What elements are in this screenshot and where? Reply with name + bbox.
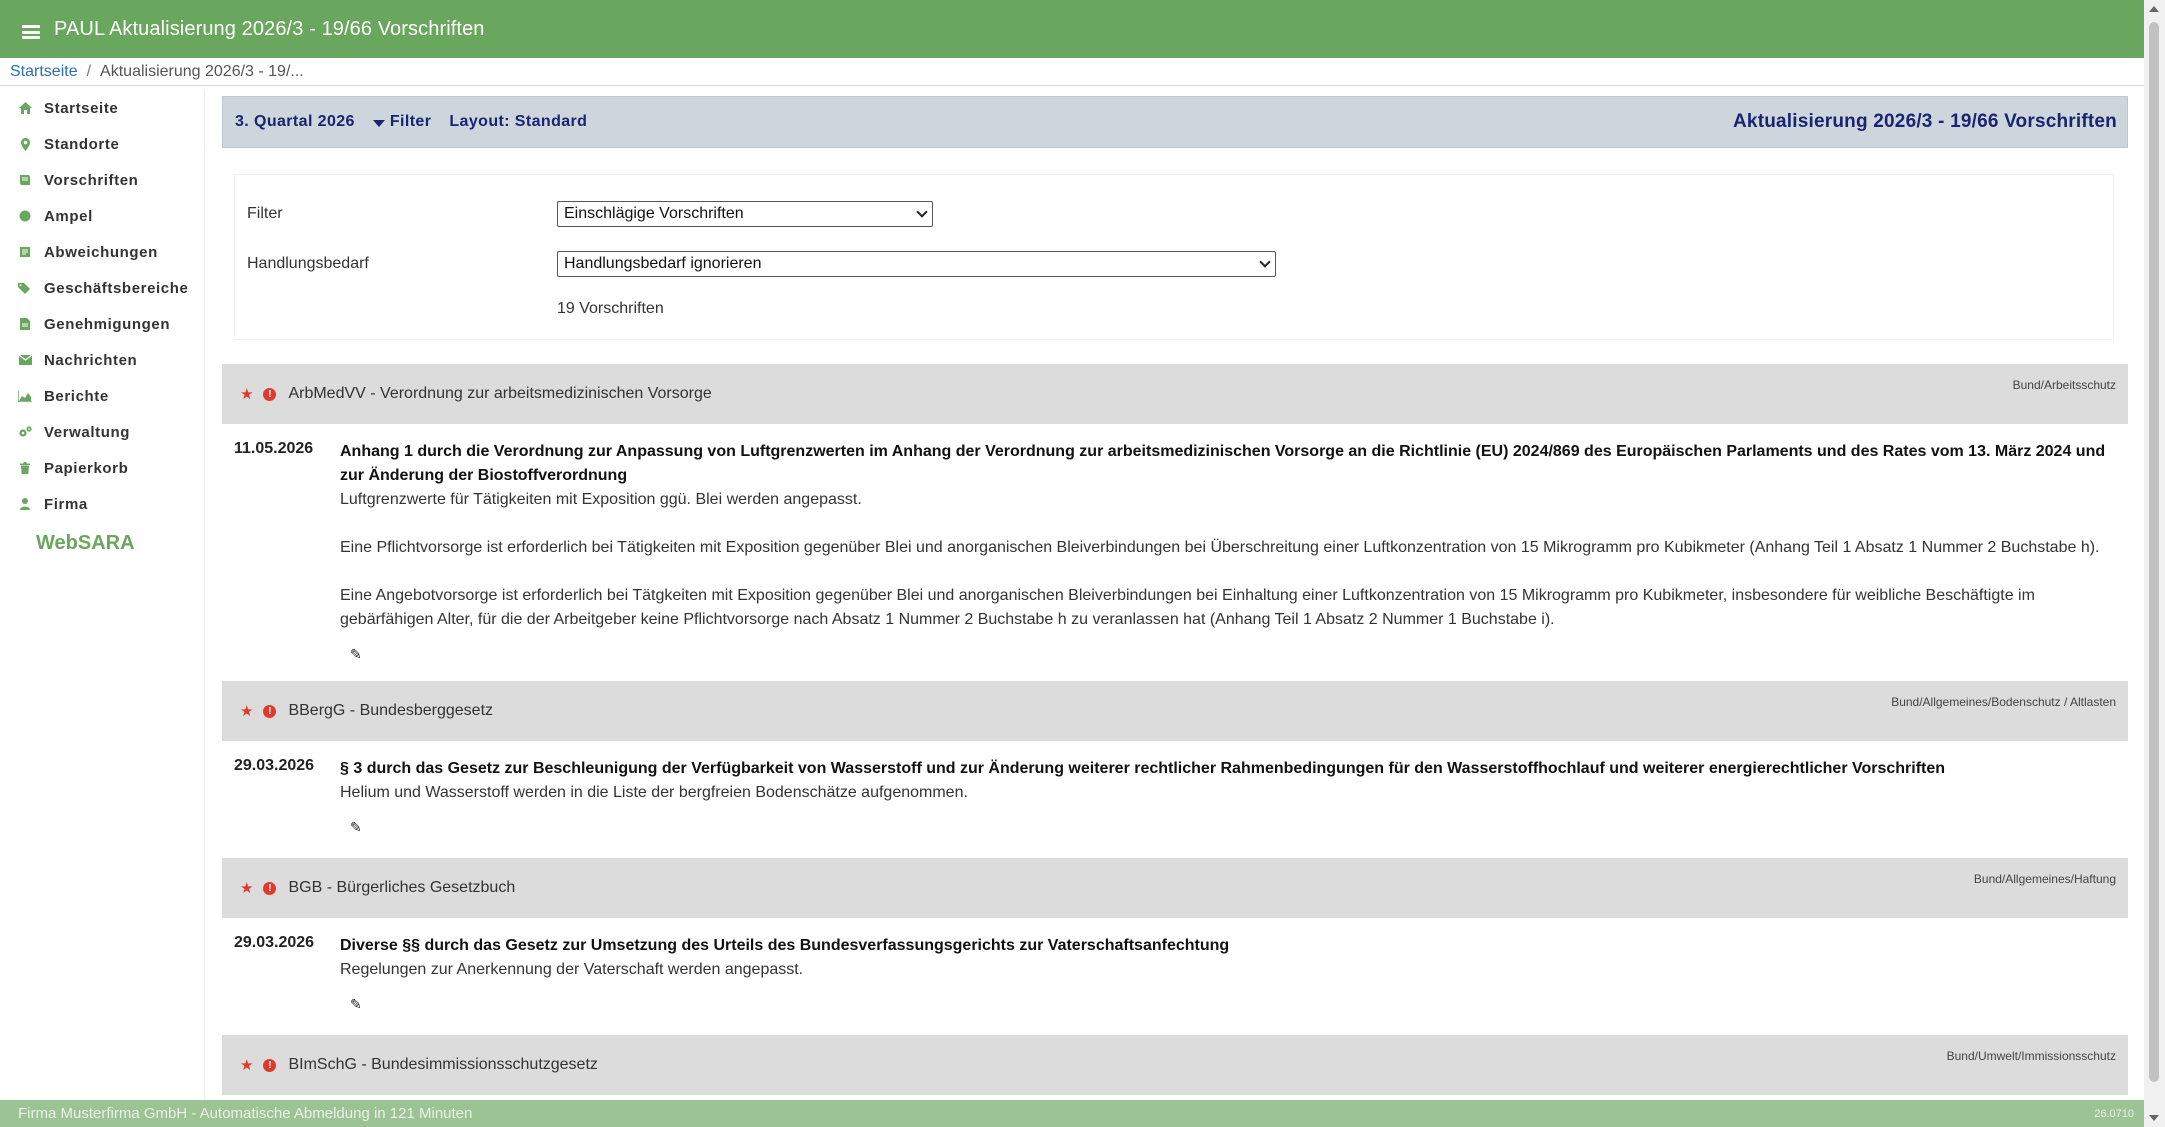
star-icon[interactable]: ★	[240, 1057, 254, 1074]
entry-title: Diverse §§ durch das Gesetz zur Umsetzung des Urteils des Bundesverfassungsgerichts zur Vaterschaftsanfechtung	[340, 937, 1230, 954]
regulation-name[interactable]: BGB - Bürgerliches Gesetzbuch	[288, 879, 516, 896]
filter-label: Filter	[247, 205, 283, 222]
circle-icon	[18, 209, 32, 223]
regulation-name[interactable]: BImSchG - Bundesimmissionsschutzgesetz	[288, 1056, 598, 1073]
sidebar-item-label: Verwaltung	[44, 423, 131, 441]
app-title: PAUL Aktualisierung 2026/3 - 19/66 Vorschriften	[54, 17, 485, 40]
entry-text: Helium und Wasserstoff werden in die Liste der bergfreien Bodenschätze aufgenommen.	[340, 784, 968, 801]
sidebar-item-vorschriften[interactable]	[0, 162, 204, 198]
sidebar-item-ampel[interactable]	[0, 198, 204, 234]
sidebar-item-label: Abweichungen	[44, 243, 158, 261]
sidebar-item-label: Genehmigungen	[44, 315, 171, 333]
regulation-category: Bund/Umwelt/Immissionsschutz	[1946, 1049, 2116, 1063]
cogs-icon	[18, 425, 32, 439]
entry-body	[340, 934, 2114, 1017]
menu-icon[interactable]	[22, 25, 40, 39]
sidebar-item-label: Geschäftsbereiche	[44, 279, 189, 297]
entry-body	[340, 757, 2114, 840]
star-icon[interactable]: ★	[240, 386, 254, 403]
exclamation-icon: !	[263, 882, 276, 895]
filter-toggle[interactable]	[373, 113, 432, 131]
entry-title: Anhang 1 durch die Verordnung zur Anpassung von Luftgrenzwerten im Anhang der Verordnung zur arbeitsmedizinischen Vorsorge an die Richtlinie (EU) 2024/869 des Europäischen Parlaments und des Rates vom 13. März 2024 und zur Änderung der Biostoffverordnung	[340, 443, 2106, 484]
chevron-down-icon	[1259, 256, 1270, 267]
entry-date: 29.03.2026	[234, 934, 315, 951]
regulation-category: Bund/Allgemeines/Haftung	[1973, 872, 2116, 886]
regulation-category: Bund/Allgemeines/Bodenschutz / Altlasten	[1891, 695, 2116, 709]
sidebar-item-label: Berichte	[44, 387, 109, 405]
main-content	[222, 96, 2128, 1100]
exclamation-icon: !	[263, 388, 276, 401]
home-icon	[18, 101, 32, 115]
sidebar-item-genehmigungen[interactable]	[0, 306, 204, 342]
filter-icon	[373, 120, 385, 127]
quarter-selector[interactable]: 3. Quartal 2026	[235, 113, 355, 130]
filter-select[interactable]	[557, 201, 933, 227]
sidebar-item-abweichungen[interactable]	[0, 234, 204, 270]
sidebar-item-nachrichten[interactable]	[0, 342, 204, 378]
sidebar-item-verwaltung[interactable]	[0, 414, 204, 450]
breadcrumb	[0, 58, 2144, 86]
panel-title: Aktualisierung 2026/3 - 19/66 Vorschriften	[1733, 111, 2117, 132]
breadcrumb-current: Aktualisierung 2026/3 - 19/...	[100, 62, 304, 80]
sidebar-item-label: Papierkorb	[44, 459, 129, 477]
panel-header	[222, 96, 2128, 148]
layout-selector[interactable]: Layout: Standard	[449, 113, 588, 130]
entry-text: Eine Pflichtvorsorge ist erforderlich bei Tätigkeiten mit Exposition gegenüber Blei und anorganischen Bleiverbindungen bei Überschreitung einer Luftkonzentration von 15 Mikrogramm pro Kubikmeter (Anhang Teil 1 Absatz 1 Nummer 2 Buchstabe h).	[340, 539, 2100, 556]
session-status: Firma Musterfirma GmbH - Automatische Abmeldung in 121 Minuten	[18, 1105, 473, 1122]
sidebar-item-papierkorb[interactable]	[0, 450, 204, 486]
sidebar-item-geschaeftsbereiche[interactable]	[0, 270, 204, 306]
pencil-icon[interactable]: ✎	[350, 646, 362, 662]
sidebar-item-label: Nachrichten	[44, 351, 138, 369]
handlungsbedarf-select-value: Handlungsbedarf ignorieren	[564, 255, 762, 272]
breadcrumb-separator: /	[86, 62, 92, 80]
exclamation-icon: !	[263, 705, 276, 718]
document-icon	[18, 245, 32, 259]
sidebar-item-label: Firma	[44, 495, 88, 513]
filter-select-value: Einschlägige Vorschriften	[564, 205, 744, 222]
result-count: 19 Vorschriften	[557, 300, 664, 317]
sidebar-item-standorte[interactable]	[0, 126, 204, 162]
entry-text: Eine Angebotvorsorge ist erforderlich bei Tätgkeiten mit Exposition gegenüber Blei und anorganischen Bleiverbindungen bei Einhaltung einer Luftkonzentration von 15 Mikrogramm pro Kubikmeter, insbesondere für weibliche Beschäftigte im gebärfähigen Alter, für die der Arbeitgeber keine Pflichtvorsorge nach Absatz 1 Nummer 2 Buchstabe h zu veranlassen hat (Anhang Teil 1 Absatz 2 Nummer 1 Buchstabe i).	[340, 587, 2035, 628]
scrollbar-thumb[interactable]	[2149, 22, 2159, 1082]
handlungsbedarf-select[interactable]	[557, 251, 1276, 277]
regulation-entry	[222, 741, 2128, 840]
filter-toggle-label: Filter	[389, 113, 432, 130]
tags-icon	[18, 281, 32, 295]
map-marker-icon	[18, 137, 32, 151]
book-icon	[18, 173, 32, 187]
sidebar	[0, 90, 205, 1100]
scroll-up-icon[interactable]	[2149, 6, 2159, 12]
star-icon[interactable]: ★	[240, 880, 254, 897]
sidebar-item-label: Vorschriften	[44, 171, 139, 189]
regulation-header[interactable]	[222, 364, 2128, 424]
pencil-icon[interactable]: ✎	[350, 996, 362, 1012]
regulation-entry	[222, 918, 2128, 1017]
regulation-entry	[222, 424, 2128, 667]
sidebar-item-label: Standorte	[44, 135, 120, 153]
entry-body	[340, 440, 2114, 667]
star-icon[interactable]: ★	[240, 703, 254, 720]
envelope-icon	[18, 353, 32, 367]
pencil-icon[interactable]: ✎	[350, 819, 362, 835]
sidebar-item-firma[interactable]	[0, 486, 204, 522]
filter-row	[247, 189, 2113, 239]
regulation-header[interactable]	[222, 858, 2128, 918]
regulation-header[interactable]	[222, 1035, 2128, 1095]
regulation-name[interactable]: BBergG - Bundesberggesetz	[288, 702, 494, 719]
breadcrumb-home-link[interactable]: Startseite	[10, 62, 78, 80]
trash-icon	[18, 461, 32, 475]
brand-logo[interactable]: WebSARA	[36, 532, 135, 554]
sidebar-item-startseite[interactable]	[0, 90, 204, 126]
sidebar-item-berichte[interactable]	[0, 378, 204, 414]
area-chart-icon	[18, 389, 32, 403]
regulation-category: Bund/Arbeitsschutz	[2012, 378, 2116, 392]
handlungsbedarf-row	[247, 239, 2113, 289]
app-header	[0, 0, 2144, 58]
file-icon	[18, 317, 32, 331]
entry-text: Luftgrenzwerte für Tätigkeiten mit Exposition ggü. Blei werden angepasst.	[340, 491, 862, 508]
version-label: 26.0710	[2094, 1107, 2134, 1120]
filter-form	[234, 174, 2114, 340]
exclamation-icon: !	[263, 1059, 276, 1072]
vertical-scrollbar[interactable]	[2144, 0, 2165, 1127]
sidebar-item-label: Ampel	[44, 207, 93, 225]
regulation-name[interactable]: ArbMedVV - Verordnung zur arbeitsmedizinischen Vorsorge	[288, 385, 712, 402]
entry-date: 11.05.2026	[234, 440, 314, 457]
entry-text: Regelungen zur Anerkennung der Vaterschaft werden angepasst.	[340, 961, 804, 978]
entry-title: § 3 durch das Gesetz zur Beschleunigung der Verfügbarkeit von Wasserstoff und zur Änderung weiterer rechtlicher Rahmenbedingungen für den Wasserstoffhochlauf und weiterer energierechtlicher Vorschriften	[340, 760, 1946, 777]
handlungsbedarf-label: Handlungsbedarf	[247, 255, 369, 272]
user-icon	[18, 497, 32, 511]
sidebar-item-label: Startseite	[44, 99, 119, 117]
scroll-down-icon[interactable]	[2149, 1115, 2159, 1121]
regulation-header[interactable]	[222, 681, 2128, 741]
status-bar	[0, 1100, 2144, 1127]
entry-date: 29.03.2026	[234, 757, 315, 774]
chevron-down-icon	[916, 206, 927, 217]
